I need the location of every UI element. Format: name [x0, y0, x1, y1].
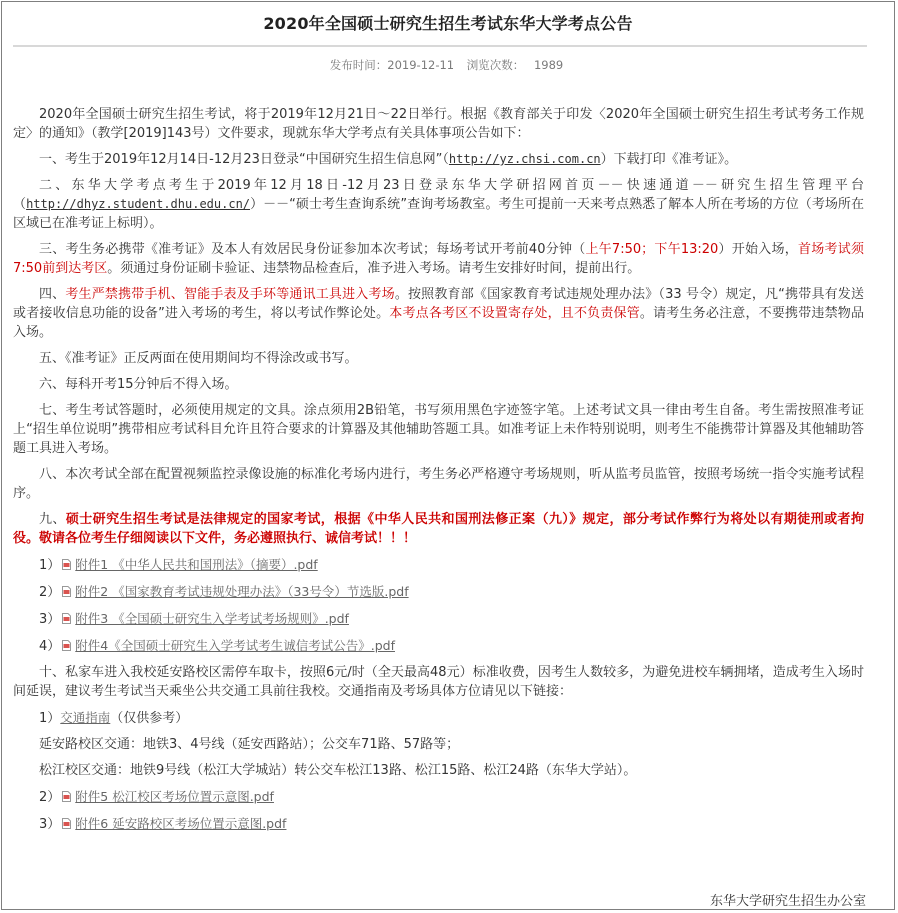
pdf-icon — [62, 789, 71, 800]
attachment-3-link[interactable]: 附件3 《全国硕士研究生入学考试考场规则》.pdf — [75, 611, 349, 626]
attachment-4-link[interactable]: 附件4《全国硕士研究生入学考试考生诚信考试公告》.pdf — [75, 638, 395, 653]
songjiang-map-link[interactable]: 附件5 松江校区考场位置示意图.pdf — [75, 789, 274, 804]
traffic-guide-line: 1）交通指南（仅供参考） — [39, 710, 189, 726]
title-divider — [13, 45, 867, 47]
dhyz-link[interactable]: http://dhyz.student.dhu.edu.cn/ — [26, 197, 251, 211]
office-signature: 东华大学研究生招生办公室 — [709, 894, 866, 909]
notice-frame — [1, 1, 895, 910]
item-4: 四、考生严禁携带手机、智能手表及手环等通讯工具进入考场。按照教育部《国家教育考试违规处理办法》（33 号令）规定，凡“携带具有发送或者接收信息功能的设备”进入考场的考生，将以考试作弊论处。本考点各考区不设置寄存处，且不负责保管。请考生务必注意，不要携带违禁物品入场。 — [13, 287, 864, 340]
page-title: 2020年全国硕士研究生招生考试东华大学考点公告 — [263, 14, 633, 33]
traffic-guide-link[interactable]: 交通指南 — [60, 710, 111, 725]
pdf-icon — [62, 557, 71, 568]
map-item: 3） 附件6 延安路校区考场位置示意图.pdf — [39, 816, 287, 832]
first-exam-deadline: 首场考试须7:50前到达考区 — [13, 242, 864, 276]
chsi-link[interactable]: http://yz.chsi.com.cn — [448, 152, 601, 166]
map-item: 2） 附件5 松江校区考场位置示意图.pdf — [39, 789, 274, 805]
attachment-item: 4） 附件4《全国硕士研究生入学考试考生诚信考试公告》.pdf — [39, 638, 395, 654]
item-3: 三、考生务必携带《准考证》及本人有效居民身份证参加本次考试；每场考试开考前40分钟（上午7:50；下午13:20）开始入场，首场考试须7:50前到达考区。须通过身份证刷卡验证、违禁物品检查后，准予进入考场。请考生安排好时间，提前出行。 — [13, 242, 864, 276]
item-7: 七、考生考试答题时，必须使用规定的文具。涂点须用2B铅笔，书写须用黑色字迹签字笔。上述考试文具一律由考生自备。考生需按照准考证上“招生单位说明”携带相应考试科目允许且符合要求的计算器及其他辅助答题工具。如准考证上未作特别说明，则考生不能携带计算器及其他辅助答题工具进入考场。 — [13, 403, 864, 456]
views-count: 1989 — [533, 58, 564, 72]
attachment-item: 3） 附件3 《全国硕士研究生入学考试考场规则》.pdf — [39, 611, 349, 627]
yanan-map-link[interactable]: 附件6 延安路校区考场位置示意图.pdf — [75, 816, 287, 831]
publish-date: 发布时间：2019-12-11 — [329, 58, 455, 72]
pdf-icon — [62, 584, 71, 595]
notice-body — [13, 105, 864, 841]
pdf-icon — [62, 611, 71, 622]
item-2: 二、东华大学考点考生于2019年12月18日-12月23日登录东华大学研招网首页－－快速通道－－研究生招生管理平台（http://dhyz.student.dhu.edu.cn/）－－“硕士考生查询系统”查询考场教室。考生可提前一天来考点熟悉了解本人所在考场的方位（考场所在区域已在准考证上标明）。 — [13, 178, 864, 231]
pdf-icon — [62, 816, 71, 827]
legal-warning: 硕士研究生招生考试是法律规定的国家考试，根据《中华人民共和国刑法修正案（九）》规定，部分考试作弊行为将处以有期徒刑或者拘役。敬请各位考生仔细阅读以下文件，务必遵照执行、诚信考试！！！ — [13, 512, 864, 546]
publish-meta — [2, 57, 894, 73]
attachment-item: 1） 附件1 《中华人民共和国刑法》（摘要）.pdf — [39, 557, 318, 573]
pdf-icon — [62, 638, 71, 649]
item-5: 五、《准考证》正反两面在使用期间均不得涂改或书写。 — [39, 351, 358, 366]
entry-times: 上午7:50；下午13:20 — [585, 242, 719, 257]
item-6: 六、每科开考15分钟后不得入场。 — [39, 377, 238, 392]
attachment-item: 2） 附件2 《国家教育考试违规处理办法》（33号令）节选版.pdf — [39, 584, 409, 600]
intro-paragraph: 2020年全国硕士研究生招生考试，将于2019年12月21日～22日举行。根据《教育部关于印发〈2020年全国硕士研究生招生考试考务工作规定〉的通知》（教学[2019]143号）文件要求，现就东华大学考点有关具体事项公告如下： — [13, 107, 864, 141]
no-storage-notice: 本考点各考区不设置寄存处，且不负责保管 — [389, 306, 640, 321]
item-1: 一、考生于2019年12月14日-12月23日登录“中国研究生招生信息网”（http://yz.chsi.com.cn）下载打印《准考证》。 — [39, 152, 738, 167]
item-8: 八、本次考试全部在配置视频监控录像设施的标准化考场内进行，考生务必严格遵守考场规则，听从监考员监管，按照考场统一指令实施考试程序。 — [13, 467, 864, 501]
item-9: 九、硕士研究生招生考试是法律规定的国家考试，根据《中华人民共和国刑法修正案（九）》规定，部分考试作弊行为将处以有期徒刑或者拘役。敬请各位考生仔细阅读以下文件，务必遵照执行、诚信考试！！！ — [13, 512, 864, 546]
views-label: 浏览次数： 1989 — [466, 58, 564, 72]
attachment-1-link[interactable]: 附件1 《中华人民共和国刑法》（摘要）.pdf — [75, 557, 318, 572]
yanan-traffic: 延安路校区交通：地铁3、4号线（延安西路站）；公交车71路、57路等； — [39, 737, 460, 752]
attachment-2-link[interactable]: 附件2 《国家教育考试违规处理办法》（33号令）节选版.pdf — [75, 584, 409, 599]
songjiang-traffic: 松江校区交通：地铁9号线（松江大学城站）转公交车松江13路、松江15路、松江24路（东华大学站）。 — [39, 763, 637, 778]
item-10: 十、私家车进入我校延安路校区需停车取卡，按照6元/时（全天最高48元）标准收费，因考生人数较多，为避免进校车辆拥堵，造成考生入场时间延误，建议考生考试当天乘坐公共交通工具前往我校。交通指南及考场具体方位请见以下链接： — [13, 665, 864, 699]
device-ban-notice: 考生严禁携带手机、智能手表及手环等通讯工具进入考场 — [65, 287, 395, 302]
